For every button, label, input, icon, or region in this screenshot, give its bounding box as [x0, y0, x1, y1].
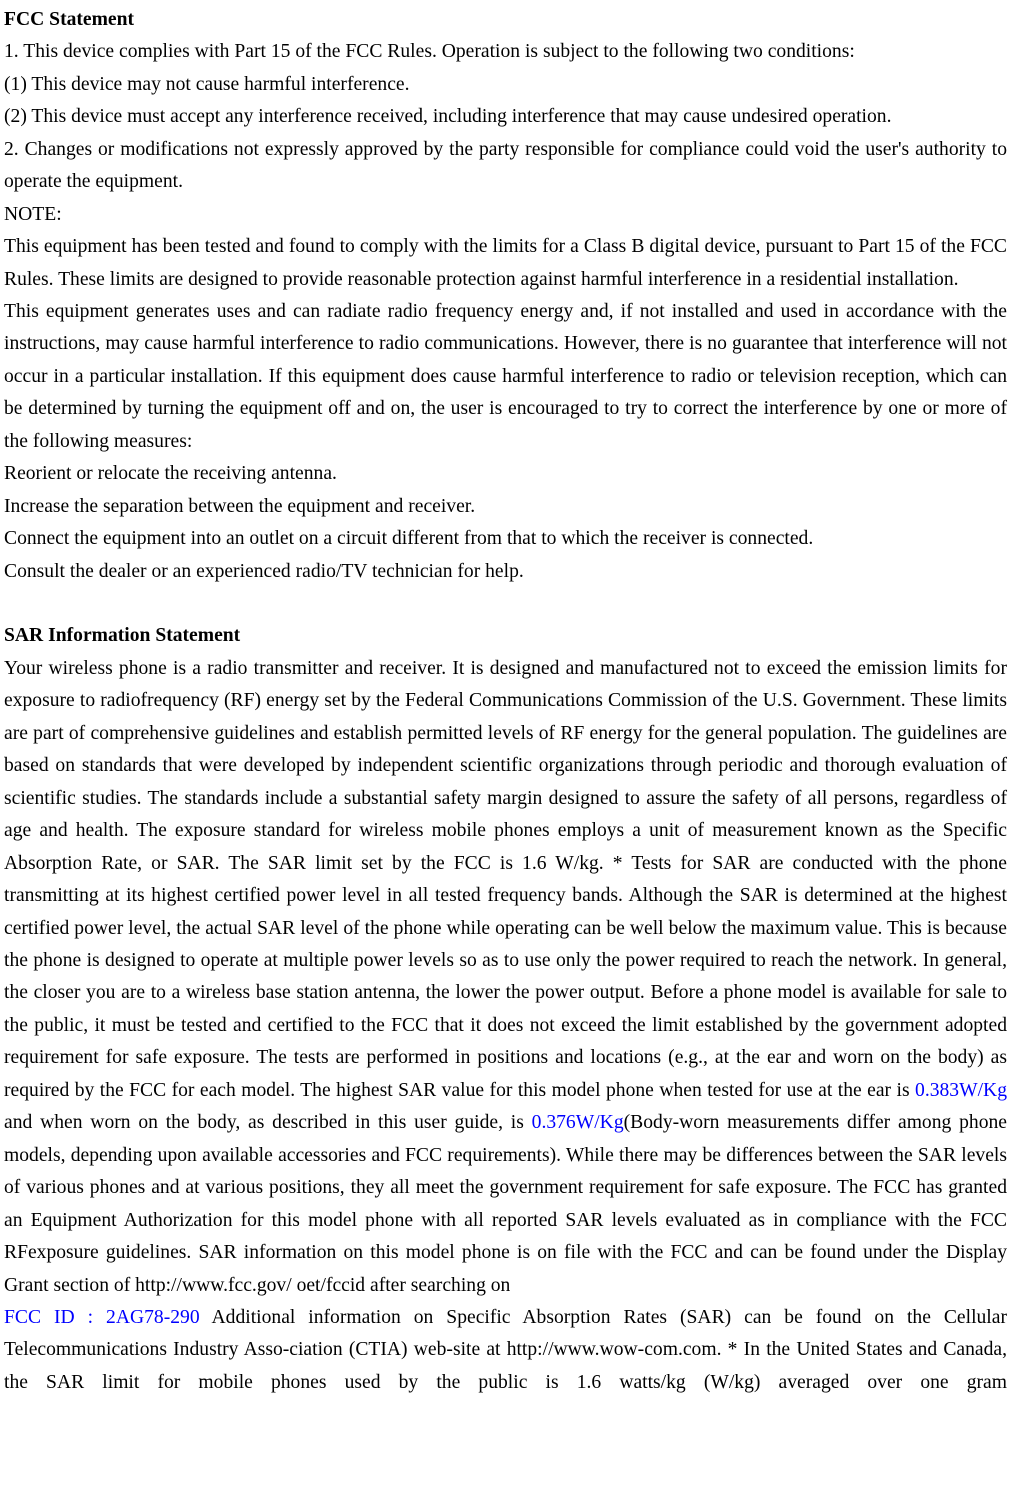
sar-statement-heading: SAR Information Statement [4, 625, 241, 647]
sar-text-part-2: and when worn on the body, as described in this user guide, is [4, 1112, 532, 1134]
note-paragraph-1: This equipment has been tested and found to comply with the limits for a Class B digital device, pursuant to Part 15 of the FCC Rules. These limits are designed to provide reasonable protection against harmful interference in a residential installation. [4, 236, 1007, 290]
measure-item: Increase the separation between the equipment and receiver. [4, 495, 476, 517]
sar-fcc-id-paragraph [4, 1302, 1007, 1399]
sar-text-part-4: Additional information on Specific Absorption Rates (SAR) can be found on the Cellular Telecommunications Industry Asso-ciation (CTIA) web-site at http://www.wow-com.com. * In the United States and Canada, the SAR limit for mobile phones used by the public is 1.6 watts/kg (W/kg) averaged over one gram [4, 1306, 1007, 1393]
fcc-condition-1: (1) This device may not cause harmful interference. [4, 73, 410, 95]
sar-body-value: 0.376W/Kg [531, 1112, 624, 1134]
fcc-id-label: FCC ID : 2AG78-290 [4, 1306, 200, 1328]
sar-ear-value: 0.383W/Kg [915, 1079, 1007, 1101]
fcc-condition-2: (2) This device must accept any interference received, including interference that may cause undesired operation. [4, 106, 892, 128]
sar-paragraph [4, 653, 1007, 1302]
fcc-item-1: 1. This device complies with Part 15 of the FCC Rules. Operation is subject to the following two conditions: [4, 41, 855, 63]
fcc-statement-heading: FCC Statement [4, 9, 135, 30]
section-spacer [4, 588, 1007, 620]
note-paragraph-2: This equipment generates uses and can radiate radio frequency energy and, if not installed and used in accordance with the instructions, may cause harmful interference to radio communications. However, there is no guarantee that interference will not occur in a particular installation. If this equipment does cause harmful interference to radio or television reception, which can be determined by turning the equipment off and on, the user is encouraged to try to correct the interference by one or more of the following measures: [4, 301, 1007, 452]
note-label: NOTE: [4, 203, 62, 225]
sar-text-part-1: Your wireless phone is a radio transmitter and receiver. It is designed and manufactured not to exceed the emission limits for exposure to radiofrequency (RF) energy set by the Federal Communications Commission of the U.S. Government. These limits are part of comprehensive guidelines and establish permitted levels of RF energy for the general population. The guidelines are based on standards that were developed by independent scientific organizations through periodic and thorough evaluation of scientific studies. The standards include a substantial safety margin designed to assure the safety of all persons, regardless of age and health. The exposure standard for wireless mobile phones employs a unit of measurement known as the Specific Absorption Rate, or SAR. The SAR limit set by the FCC is 1.6 W/kg. * Tests for SAR are conducted with the phone transmitting at its highest certified power level in all tested frequency bands. Although the SAR is determined at the highest certified power level, the actual SAR level of the phone while operating can be well below the maximum value. This is because the phone is designed to operate at multiple power levels so as to use only the power required to reach the network. In general, the closer you are to a wireless base station antenna, the lower the power output. Before a phone model is available for sale to the public, it must be tested and certified to the FCC that it does not exceed the limit established by the government adopted requirement for safe exposure. The tests are performed in positions and locations (e.g., at the ear and worn on the body) as required by the FCC for each model. The highest SAR value for this model phone when tested for use at the ear is [4, 657, 1007, 1101]
measure-item: Consult the dealer or an experienced radio/TV technician for help. [4, 560, 524, 582]
measure-item: Connect the equipment into an outlet on a circuit different from that to which the receiver is connected. [4, 528, 814, 550]
sar-text-part-3: (Body-worn measurements differ among phone models, depending upon available accessories and FCC requirements). While there may be differences between the SAR levels of various phones and at various positions, they all meet the government requirement for safe exposure. The FCC has granted an Equipment Authorization for this model phone with all reported SAR levels evaluated as in compliance with the FCC RFexposure guidelines. SAR information on this model phone is on file with the FCC and can be found under the Display Grant section of http://www.fcc.gov/ oet/fccid after searching on [4, 1112, 1007, 1296]
measure-item: Reorient or relocate the receiving antenna. [4, 463, 337, 485]
fcc-item-2: 2. Changes or modifications not expressly approved by the party responsible for compliance could void the user's authority to operate the equipment. [4, 138, 1007, 193]
